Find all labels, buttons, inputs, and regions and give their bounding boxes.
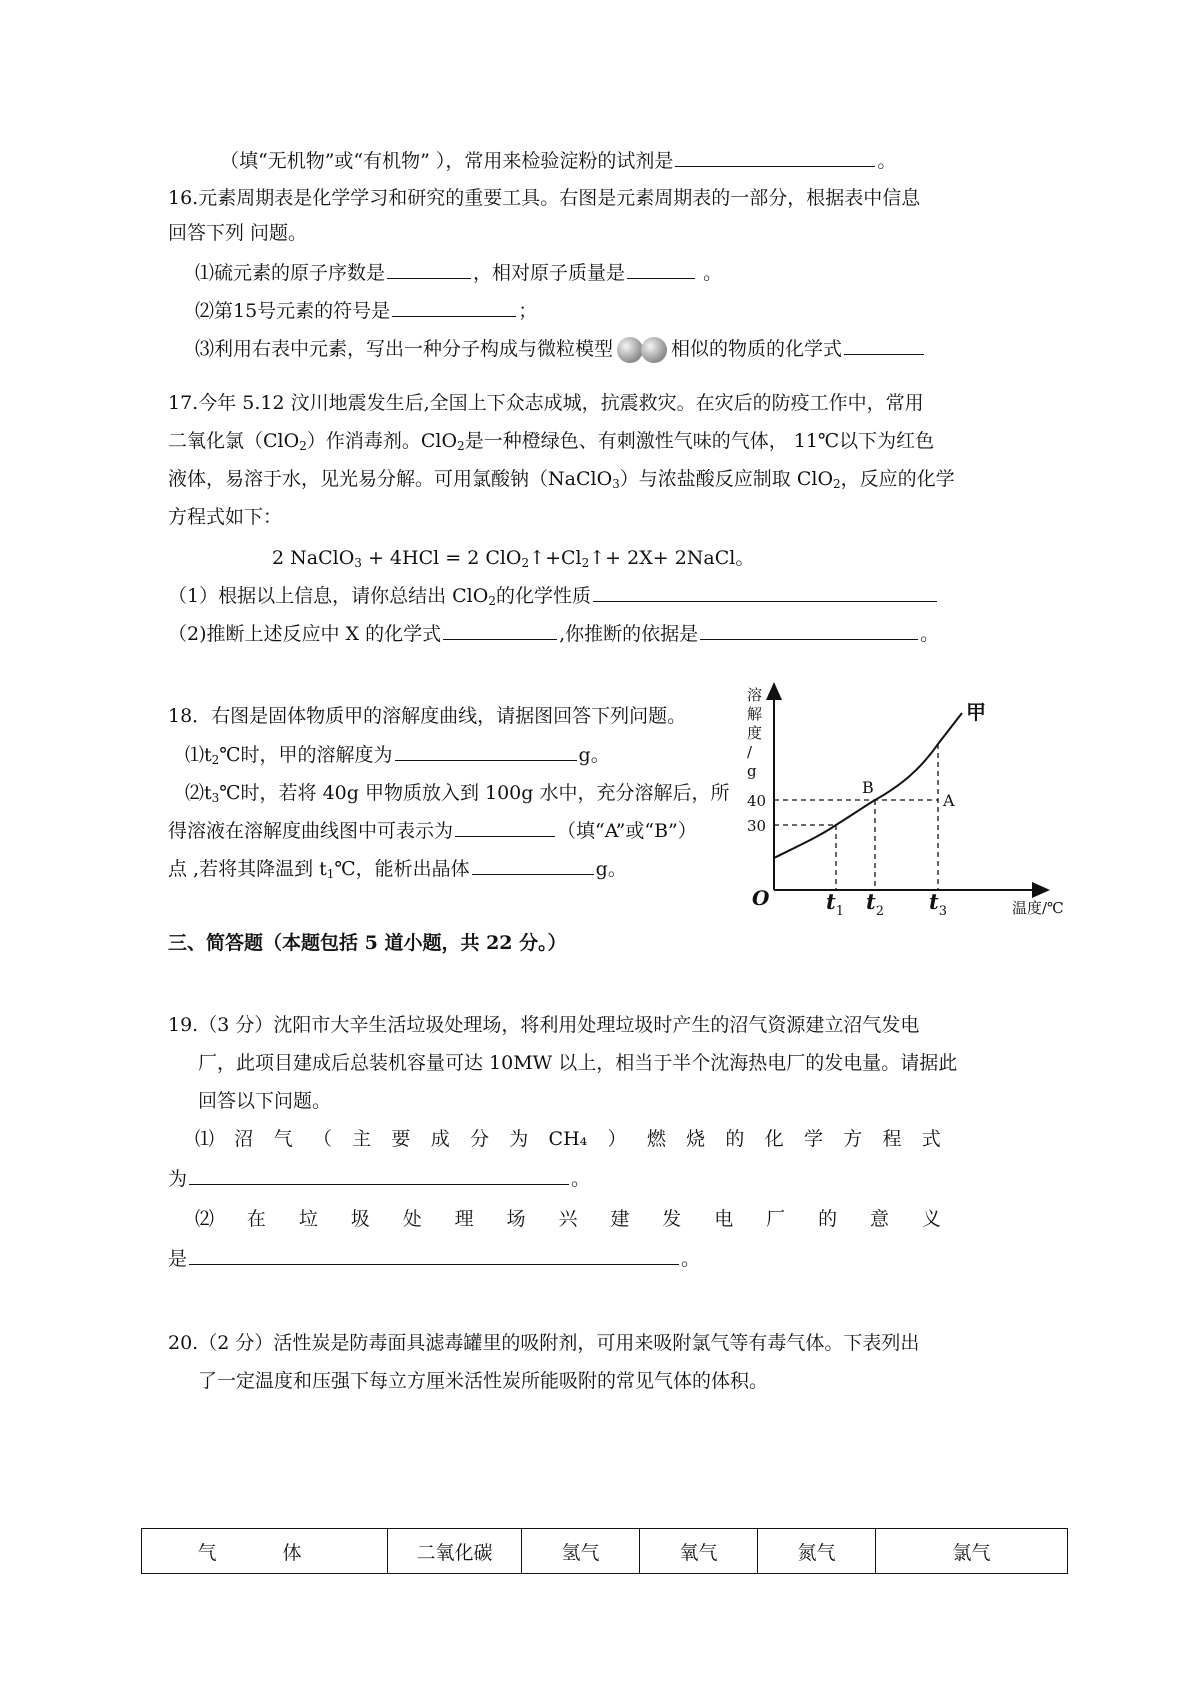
series-label: 甲 bbox=[966, 700, 986, 724]
q18-part2 bbox=[185, 780, 729, 811]
subscript: 2 bbox=[211, 753, 220, 767]
q19-text: 是 bbox=[168, 1248, 188, 1270]
answer-blank[interactable] bbox=[189, 1246, 679, 1265]
q19-part1-line2 bbox=[168, 1166, 590, 1192]
justified-word: 兴 bbox=[558, 1208, 578, 1230]
table-header-cell: 氯气 bbox=[876, 1529, 1068, 1574]
q17-line2 bbox=[168, 428, 934, 459]
table-header-cell: 氮气 bbox=[758, 1529, 876, 1574]
q17-equation bbox=[272, 545, 754, 576]
subscript: 2 bbox=[833, 477, 841, 491]
y-axis-label-char: 溶 bbox=[747, 686, 763, 704]
y-axis-label-char: 度 bbox=[747, 724, 763, 742]
q17-part2 bbox=[168, 621, 939, 647]
equation-text: ↑+Cl bbox=[529, 547, 582, 569]
q18-text: ℃时，甲的溶解度为 bbox=[219, 744, 393, 766]
q16-p2-end: ； bbox=[518, 300, 538, 322]
justified-word: 的 bbox=[725, 1128, 745, 1150]
justified-word: ） bbox=[607, 1128, 627, 1150]
q15-tail-text: （填“无机物”或“有机物” ），常用来检验淀粉的试剂是 bbox=[220, 150, 674, 172]
justified-word: 为 bbox=[509, 1128, 529, 1150]
answer-blank[interactable] bbox=[455, 818, 555, 837]
q17-text: 二氧化氯（ClO bbox=[168, 430, 300, 452]
q17-line4: 方程式如下： bbox=[168, 506, 283, 528]
q18-part2-line3 bbox=[168, 856, 627, 887]
q19-part1-spread bbox=[195, 1126, 941, 1152]
q18-line1: 18．右图是固体物质甲的溶解度曲线，请据图回答下列问题。 bbox=[168, 705, 687, 727]
table-header-cell: 氧气 bbox=[640, 1529, 758, 1574]
justified-word: ⑴ bbox=[195, 1128, 215, 1150]
justified-word: 发 bbox=[662, 1208, 682, 1230]
q19-part2-spread bbox=[195, 1206, 941, 1232]
justified-word: 化 bbox=[764, 1128, 784, 1150]
q17-p2-text2: ,你推断的依据是 bbox=[559, 623, 699, 645]
justified-word: 垃 bbox=[298, 1208, 318, 1230]
answer-blank[interactable] bbox=[627, 260, 695, 279]
q18-text: ⑴t bbox=[185, 744, 212, 766]
table-header-cell: 气 体 bbox=[142, 1529, 388, 1574]
subscript: 2 bbox=[457, 439, 465, 453]
q17-p2-end: 。 bbox=[920, 623, 940, 645]
justified-word: 分 bbox=[469, 1128, 489, 1150]
solubility-chart bbox=[740, 676, 1160, 940]
q17-text: ）与浓盐酸反应制取 ClO bbox=[619, 468, 834, 490]
gas-adsorption-table bbox=[141, 1528, 1068, 1574]
equation-text: + 4HCl = 2 ClO bbox=[361, 547, 522, 569]
q17-part1 bbox=[168, 583, 939, 614]
x-axis-label: 温度/℃ bbox=[1012, 899, 1064, 917]
q17-text: 液体，易溶于水，见光易分解。可用氯酸钠（NaClO bbox=[168, 468, 613, 490]
q17-p1-text2: 的化学性质 bbox=[495, 585, 591, 607]
q18-text: ⑵t bbox=[185, 782, 212, 804]
q20-line1: 20.（2 分）活性炭是防毒面具滤毒罐里的吸附剂，可用来吸附氯气等有毒气体。下表列出 bbox=[168, 1332, 920, 1354]
subscript: 3 bbox=[211, 791, 220, 805]
q18-text: g。 bbox=[578, 744, 610, 766]
q19-line3: 回答以下问题。 bbox=[198, 1090, 332, 1112]
justified-word: 处 bbox=[402, 1208, 422, 1230]
x-tick-label: $t_2$ bbox=[866, 889, 884, 919]
q16-part2 bbox=[195, 298, 537, 324]
q19-text: 为 bbox=[168, 1168, 188, 1190]
q16-p3-text: ⑶利用右表中元素，写出一种分子构成与微粒模型 bbox=[195, 338, 614, 360]
answer-blank[interactable] bbox=[675, 148, 875, 167]
q18-text: ℃，能析出晶体 bbox=[334, 858, 470, 880]
subscript: 1 bbox=[326, 867, 335, 881]
q16-line1: 16.元素周期表是化学学习和研究的重要工具。右图是元素周期表的一部分，根据表中信息 bbox=[168, 187, 921, 209]
point-label-a: A bbox=[943, 791, 955, 810]
justified-word: 气 bbox=[273, 1128, 293, 1150]
point-label-b: B bbox=[862, 778, 874, 797]
q17-line1: 17.今年 5.12 汶川地震发生后,全国上下众志成城，抗震救灾。在灾后的防疫工作中，常用 bbox=[168, 392, 924, 414]
q18-part2-line2 bbox=[168, 818, 697, 844]
subscript: 2 bbox=[581, 556, 590, 570]
justified-word: 意 bbox=[869, 1208, 889, 1230]
justified-word: 电 bbox=[714, 1208, 734, 1230]
answer-blank[interactable] bbox=[700, 621, 918, 640]
q16-part1 bbox=[195, 260, 722, 286]
justified-word: 方 bbox=[843, 1128, 863, 1150]
q17-text: ）作消毒剂。ClO bbox=[306, 430, 458, 452]
section-heading: 三、简答题（本题包括 5 道小题，共 22 分。） bbox=[168, 932, 567, 954]
justified-word: 圾 bbox=[350, 1208, 370, 1230]
q18-text: （填“A”或“B”） bbox=[557, 820, 697, 842]
q19-line1: 19.（3 分）沈阳市大辛生活垃圾处理场，将利用处理垃圾时产生的沼气资源建立沼气发电 bbox=[168, 1014, 920, 1036]
answer-blank[interactable] bbox=[593, 583, 937, 602]
justified-word: 程 bbox=[882, 1128, 902, 1150]
table-header-cell: 二氧化碳 bbox=[388, 1529, 522, 1574]
answer-blank[interactable] bbox=[443, 621, 557, 640]
justified-word: 沼 bbox=[234, 1128, 254, 1150]
x-tick-label: $t_3$ bbox=[929, 889, 947, 919]
subscript: 2 bbox=[299, 439, 307, 453]
q16-p3-text2: 相似的物质的化学式 bbox=[671, 338, 843, 360]
justified-word: 在 bbox=[246, 1208, 266, 1230]
table-header-cell: 氢气 bbox=[522, 1529, 640, 1574]
q17-text: ，反应的化学 bbox=[840, 468, 955, 490]
justified-word: 主 bbox=[352, 1128, 372, 1150]
subscript: 2 bbox=[488, 594, 496, 608]
molecule-model-icon bbox=[615, 336, 669, 364]
q17-p2-text: （2)推断上述反应中 X 的化学式 bbox=[168, 623, 442, 645]
answer-blank[interactable] bbox=[472, 856, 594, 875]
q18-text: g。 bbox=[595, 858, 627, 880]
justified-word: 建 bbox=[610, 1208, 630, 1230]
justified-word: 燃 bbox=[646, 1128, 666, 1150]
table-header-row bbox=[142, 1529, 1068, 1574]
q16-p1-text2: ，相对原子质量是 bbox=[473, 262, 626, 284]
equation-text: ↑+ 2X+ 2NaCl。 bbox=[589, 547, 755, 569]
answer-blank[interactable] bbox=[189, 1166, 569, 1185]
q16-line2: 回答下列 问题。 bbox=[168, 222, 308, 244]
q17-text: 是一种橙绿色、有刺激性气味的气体， 11℃以下为红色 bbox=[464, 430, 935, 452]
justified-word: 烧 bbox=[686, 1128, 706, 1150]
q16-p2-text: ⑵第15号元素的符号是 bbox=[195, 300, 391, 322]
justified-word: ⑵ bbox=[195, 1208, 215, 1230]
justified-word: CH₄ bbox=[548, 1128, 588, 1150]
justified-word: 场 bbox=[506, 1208, 526, 1230]
y-tick-label: 40 bbox=[747, 792, 767, 810]
equation-text: 2 NaClO bbox=[272, 547, 355, 569]
y-tick-label: 30 bbox=[747, 817, 767, 835]
answer-blank[interactable] bbox=[395, 742, 577, 761]
justified-word: 理 bbox=[454, 1208, 474, 1230]
q16-p1-text: ⑴硫元素的原子序数是 bbox=[195, 262, 386, 284]
justified-word: 的 bbox=[818, 1208, 838, 1230]
justified-word: 厂 bbox=[766, 1208, 786, 1230]
q17-line3 bbox=[168, 466, 955, 497]
justified-word: 要 bbox=[391, 1128, 411, 1150]
justified-word: 成 bbox=[430, 1128, 450, 1150]
x-tick-label: $t_1$ bbox=[826, 889, 844, 919]
justified-word: 学 bbox=[803, 1128, 823, 1150]
q19-text: 。 bbox=[681, 1248, 701, 1270]
justified-word: （ bbox=[312, 1128, 332, 1150]
answer-blank[interactable] bbox=[392, 298, 516, 317]
subscript: 2 bbox=[521, 556, 530, 570]
subscript: 3 bbox=[612, 477, 620, 491]
justified-word: 式 bbox=[921, 1128, 941, 1150]
subscript: 3 bbox=[354, 556, 362, 570]
y-axis-label bbox=[747, 686, 762, 780]
q18-text: ℃时，若将 40g 甲物质放入到 100g 水中，充分溶解后，所 bbox=[219, 782, 730, 804]
q16-p1-end: 。 bbox=[703, 262, 723, 284]
answer-blank[interactable] bbox=[387, 260, 471, 279]
q18-text: 得溶液在溶解度曲线图中可表示为 bbox=[168, 820, 454, 842]
q19-line2: 厂，此项目建成后总装机容量可达 10MW 以上，相当于半个沈海热电厂的发电量。请据此 bbox=[198, 1052, 958, 1074]
origin-label: O bbox=[752, 886, 770, 910]
y-axis-label-char: 解 bbox=[747, 705, 763, 723]
q16-part3 bbox=[195, 336, 926, 364]
q15-tail-line bbox=[220, 148, 896, 174]
answer-blank[interactable] bbox=[844, 336, 924, 355]
justified-word: 义 bbox=[921, 1208, 941, 1230]
q19-part2-line2 bbox=[168, 1246, 700, 1272]
q18-text: 点 ,若将其降温到 t bbox=[168, 858, 327, 880]
q15-tail-end: 。 bbox=[877, 150, 897, 172]
y-axis-label-char: g bbox=[747, 762, 757, 780]
q20-line2: 了一定温度和压强下每立方厘米活性炭所能吸附的常见气体的体积。 bbox=[198, 1370, 769, 1392]
y-axis-label-char: / bbox=[747, 743, 753, 761]
q19-text: 。 bbox=[571, 1168, 591, 1190]
q17-p1-text: （1）根据以上信息，请你总结出 ClO bbox=[168, 585, 489, 607]
q18-part1 bbox=[185, 742, 610, 773]
